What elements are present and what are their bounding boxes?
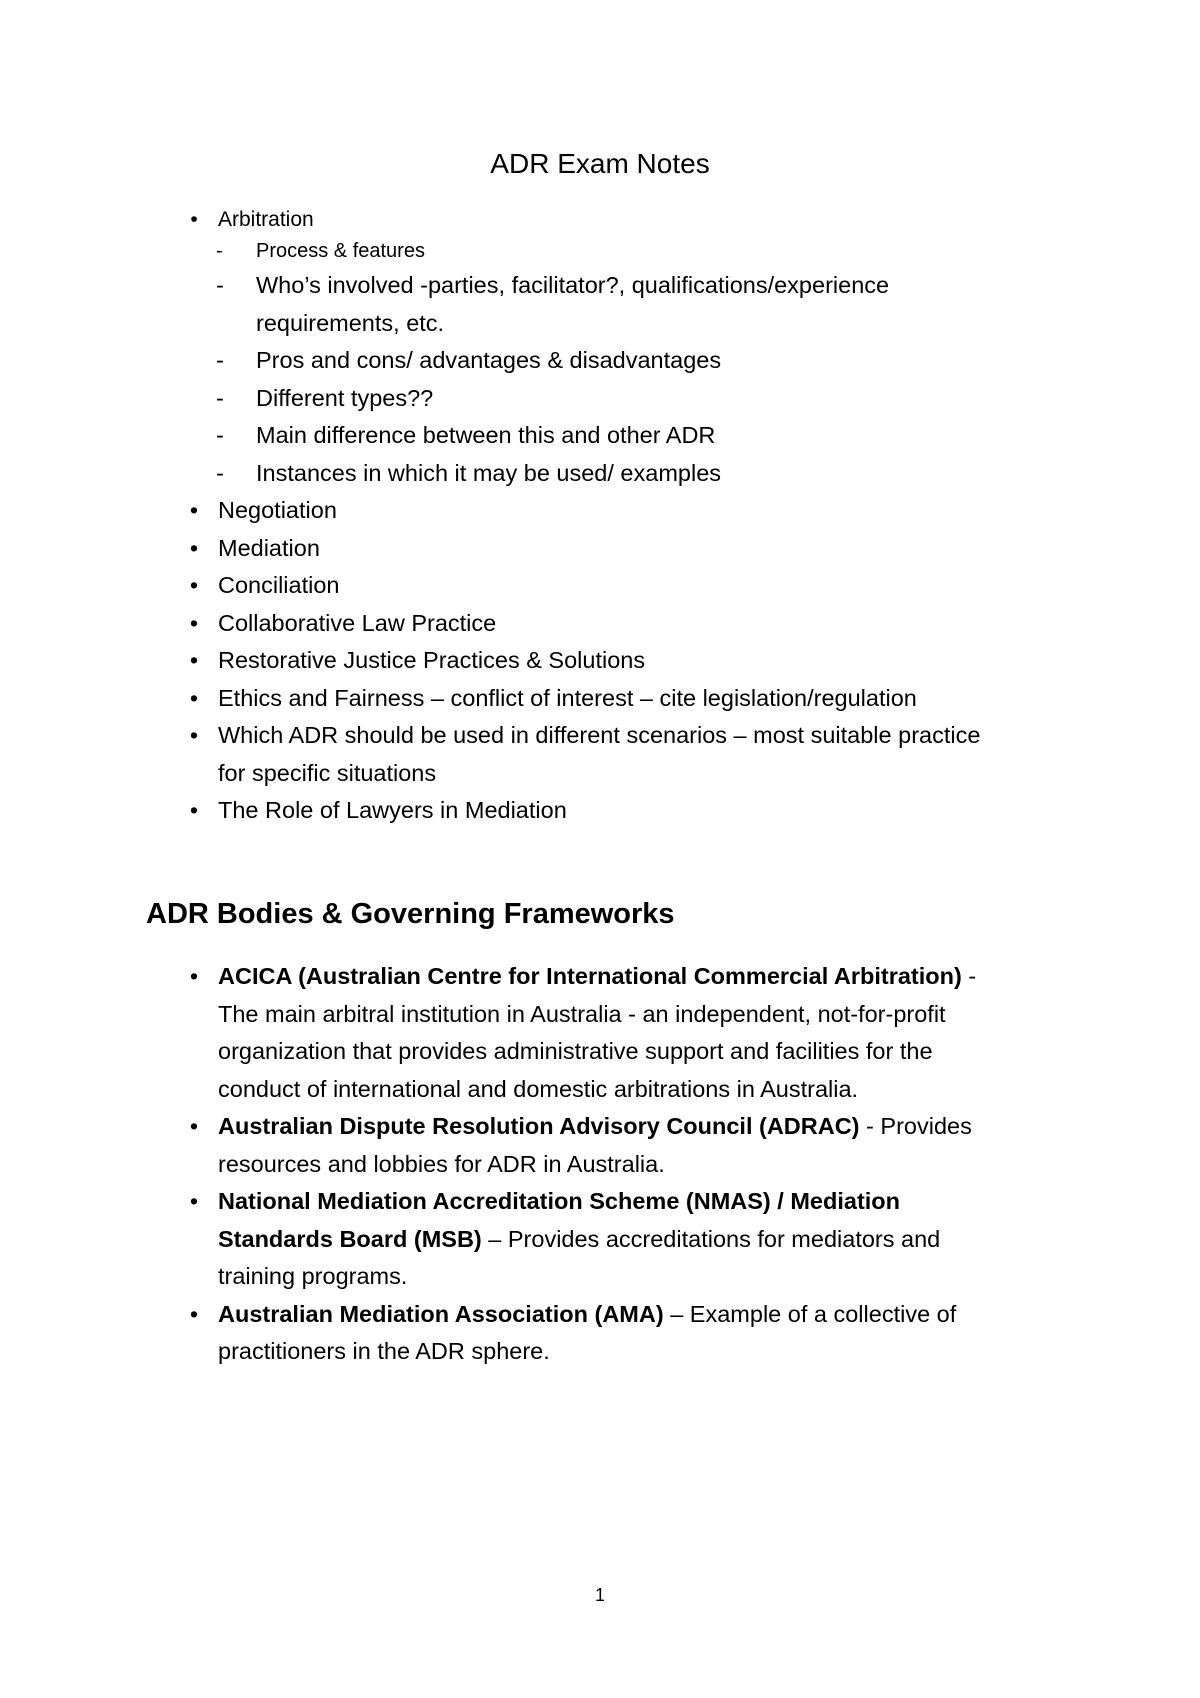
dash-icon: - [216, 422, 224, 448]
arbitration-subpoints [0, 236, 1078, 492]
topic-item [0, 530, 1078, 568]
topic-item [0, 792, 1078, 830]
subpoint-text: Process & features [256, 240, 425, 262]
body-name-continued: Standards Board (MSB) [218, 1225, 482, 1252]
topics-list [0, 204, 1078, 830]
body-entry-acica [0, 958, 1078, 1108]
body-desc: training programs. [218, 1263, 408, 1289]
body-desc: - [961, 963, 977, 989]
bullet-icon: • [189, 963, 199, 989]
body-name: National Mediation Accreditation Scheme (NMAS) / Mediation [218, 1188, 901, 1214]
body-desc: – Provides accreditations for mediators and [481, 1225, 941, 1252]
topic-label: Restorative Justice Practices & Solutions [218, 647, 646, 673]
subpoint-text: Instances in which it may be used/ examples [256, 459, 722, 486]
subpoint-item [0, 342, 1016, 380]
subpoint-text-continued: requirements, etc. [256, 309, 445, 336]
subpoint-text: Main difference between this and other ADR [256, 422, 716, 448]
subpoint-text: Who’s involved -parties, facilitator?, qualifications/experience [256, 272, 890, 298]
body-name: Australian Mediation Association (AMA) [218, 1300, 664, 1327]
topic-label: The Role of Lawyers in Mediation [218, 797, 567, 823]
body-desc: – Example of a collective of [663, 1300, 957, 1327]
body-desc: The main arbitral institution in Australia - an independent, not-for-profit [218, 1000, 946, 1027]
subpoint-item [0, 267, 1016, 342]
subpoint-item [0, 417, 1016, 455]
dash-icon: - [216, 384, 224, 411]
body-entry-adrac [0, 1108, 1078, 1183]
subpoint-item [0, 455, 1016, 493]
topic-label-continued: for specific situations [218, 759, 437, 786]
topic-label: Which ADR should be used in different scenarios – most suitable practice [218, 722, 981, 748]
dash-icon: - [216, 347, 224, 373]
page-title: ADR Exam Notes [490, 148, 710, 179]
topic-label: Arbitration [218, 208, 314, 231]
topic-label: Conciliation [218, 572, 340, 598]
section-heading: ADR Bodies & Governing Frameworks [146, 898, 675, 930]
body-entry-ama [0, 1296, 1078, 1371]
topic-item [0, 717, 1078, 792]
body-name: ACICA (Australian Centre for International Commercial Arbitration) [218, 963, 962, 989]
bullet-icon: • [189, 722, 199, 748]
dash-icon: - [216, 240, 223, 262]
bullet-icon: • [189, 797, 199, 823]
dash-icon: - [216, 272, 224, 298]
topic-item-arbitration [0, 204, 1078, 236]
topic-item [0, 605, 1078, 643]
bullet-icon: • [189, 1113, 199, 1139]
bullet-icon: • [189, 1188, 199, 1214]
dash-icon: - [216, 459, 224, 486]
subpoint-list [0, 236, 1078, 492]
topic-label: Ethics and Fairness – conflict of interest – cite legislation/regulation [218, 684, 917, 711]
body-desc: - Provides [859, 1113, 972, 1139]
bullet-icon: • [189, 684, 199, 711]
body-desc: conduct of international and domestic arbitrations in Australia. [218, 1075, 859, 1102]
body-desc: resources and lobbies for ADR in Australia. [218, 1150, 665, 1177]
bullet-icon: • [189, 497, 199, 523]
bullet-icon: • [189, 1300, 199, 1327]
body-name: Australian Dispute Resolution Advisory Council (ADRAC) [218, 1113, 860, 1139]
topic-label: Mediation [218, 534, 320, 561]
topic-label: Negotiation [218, 497, 337, 523]
body-desc: organization that provides administrative support and facilities for the [218, 1038, 933, 1064]
topic-item [0, 642, 1078, 680]
topic-item [0, 680, 1078, 718]
subpoint-item [0, 236, 1016, 267]
subpoint-text: Different types?? [256, 384, 434, 411]
subpoint-item [0, 380, 1016, 418]
bullet-icon: • [189, 572, 199, 598]
bullet-icon: • [189, 609, 199, 636]
topic-item [0, 492, 1078, 530]
subpoint-text: Pros and cons/ advantages & disadvantages [256, 347, 722, 373]
bodies-list [0, 958, 1078, 1371]
topic-label: Collaborative Law Practice [218, 609, 497, 636]
body-desc: practitioners in the ADR sphere. [218, 1338, 550, 1364]
bullet-icon: • [189, 647, 199, 673]
bullet-icon: • [190, 208, 198, 231]
page-number: 1 [594, 1585, 605, 1605]
bullet-icon: • [189, 534, 199, 561]
body-entry-nmas [0, 1183, 1078, 1296]
topic-item [0, 567, 1078, 605]
